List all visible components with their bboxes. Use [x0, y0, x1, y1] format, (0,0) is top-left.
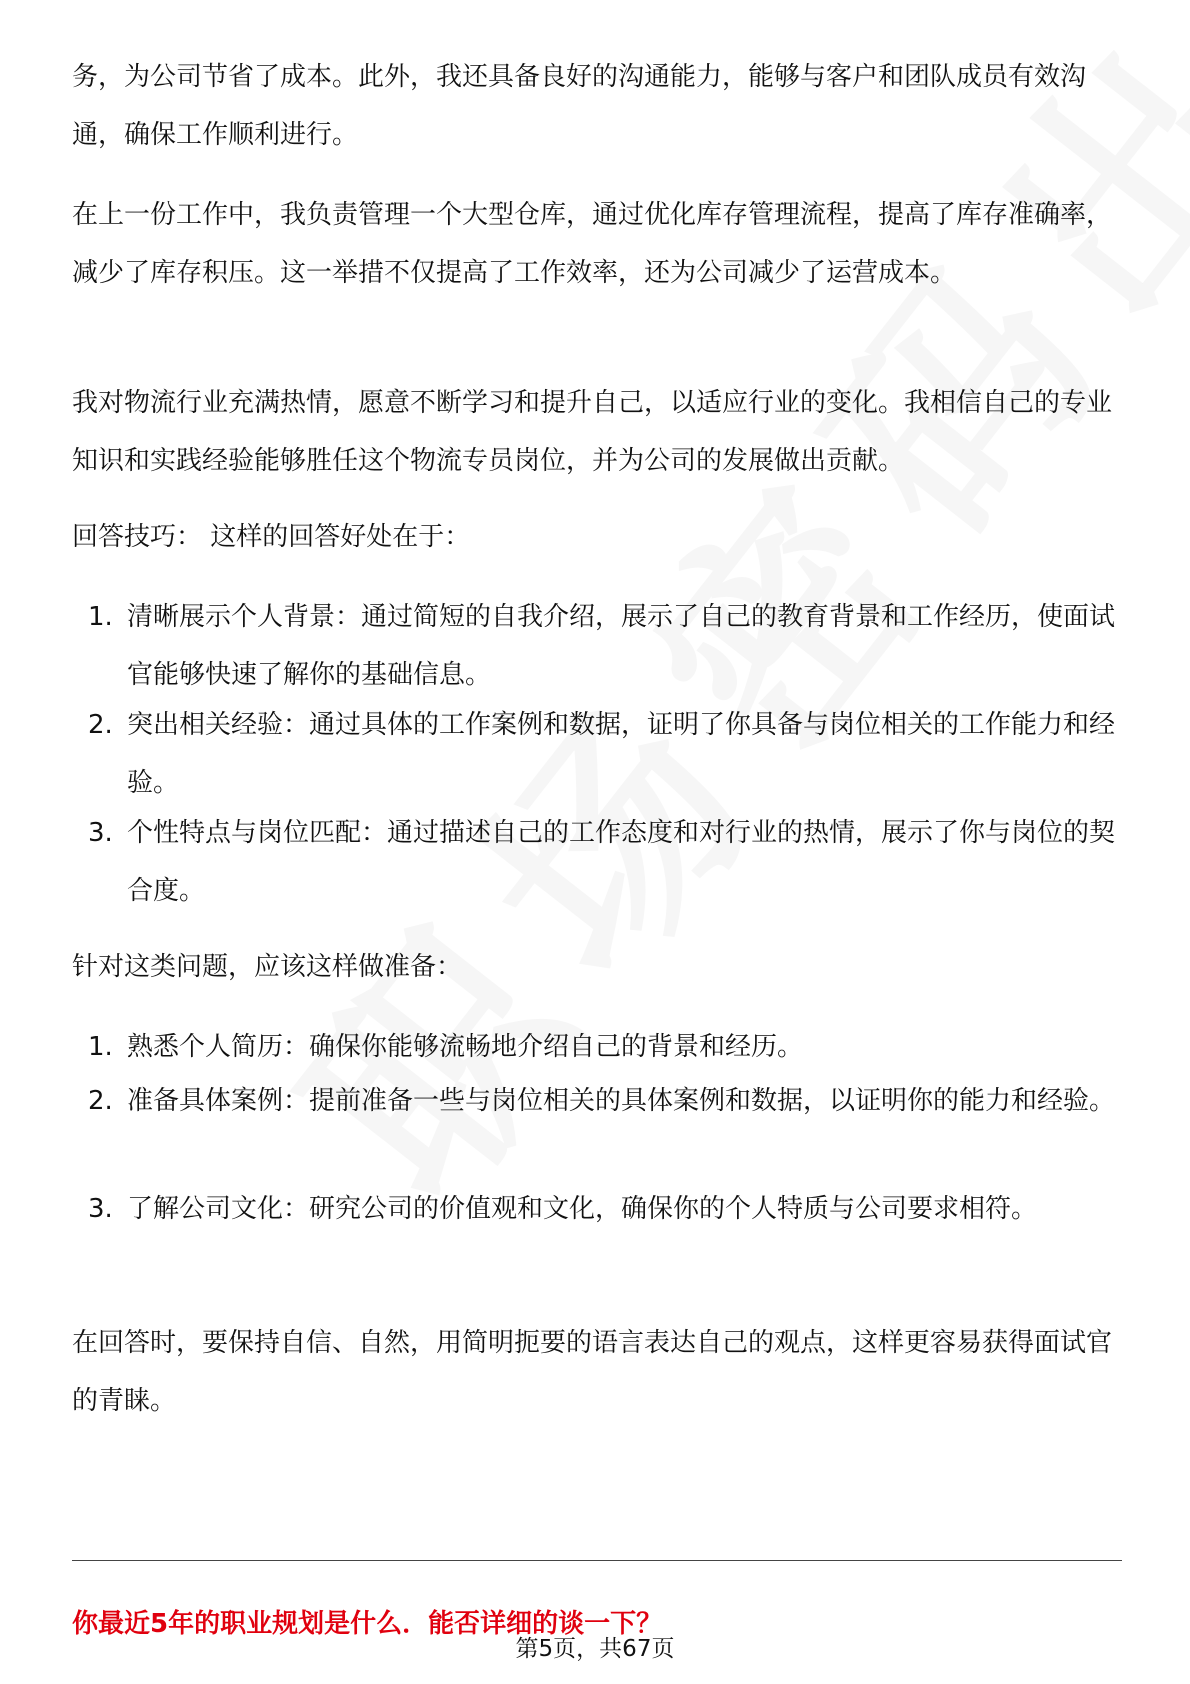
list-text: 个性特点与岗位匹配：通过描述自己的工作态度和对行业的热情，展示了你与岗位的契合度。: [127, 818, 1116, 906]
list-text: 准备具体案例：提前准备一些与岗位相关的具体案例和数据，以证明你的能力和经验。: [127, 1086, 1116, 1116]
prep-heading: 针对这类问题，应该这样做准备：: [72, 952, 463, 982]
list-number: 3.: [88, 1194, 113, 1224]
paragraph-closing: 在回答时，要保持自信、自然，用简明扼要的语言表达自己的观点，这样更容易获得面试官的青睐。: [72, 1328, 1113, 1416]
section-divider: [72, 1560, 1122, 1561]
paragraph-warehouse: 在上一份工作中，我负责管理一个大型仓库，通过优化库存管理流程，提高了库存准确率，减少了库存积压。这一举措不仅提高了工作效率，还为公司减少了运营成本。: [72, 200, 1113, 288]
list-number: 2.: [88, 710, 113, 740]
page-number-footer: 第5页，共67页: [515, 1636, 675, 1662]
tips-heading: 回答技巧： 这样的回答好处在于：: [72, 522, 471, 552]
prep-list-item: [72, 1072, 1122, 1130]
list-text: 清晰展示个人背景：通过简短的自我介绍，展示了自己的教育背景和工作经历，使面试官能够快速了解你的基础信息。: [127, 602, 1116, 690]
tips-list-item: [72, 588, 1122, 704]
next-question-heading: 你最近5年的职业规划是什么．能否详细的谈一下？: [72, 1609, 663, 1639]
paragraph-cost-saving: 务，为公司节省了成本。此外，我还具备良好的沟通能力，能够与客户和团队成员有效沟通，确保工作顺利进行。: [72, 62, 1087, 150]
paragraph-passion: 我对物流行业充满热情，愿意不断学习和提升自己，以适应行业的变化。我相信自己的专业知识和实践经验能够胜任这个物流专员岗位，并为公司的发展做出贡献。: [72, 388, 1113, 476]
prep-list-item: [72, 1180, 1122, 1238]
list-number: 1.: [88, 602, 113, 632]
tips-list-item: [72, 696, 1122, 812]
list-number: 3.: [88, 818, 113, 848]
list-text: 熟悉个人简历：确保你能够流畅地介绍自己的背景和经历。: [127, 1032, 804, 1062]
list-number: 2.: [88, 1086, 113, 1116]
tips-list-item: [72, 804, 1122, 920]
list-text: 了解公司文化：研究公司的价值观和文化，确保你的个人特质与公司要求相符。: [127, 1194, 1038, 1224]
list-text: 突出相关经验：通过具体的工作案例和数据，证明了你具备与岗位相关的工作能力和经验。: [127, 710, 1116, 798]
list-number: 1.: [88, 1032, 113, 1062]
prep-list-item: [72, 1018, 1122, 1076]
